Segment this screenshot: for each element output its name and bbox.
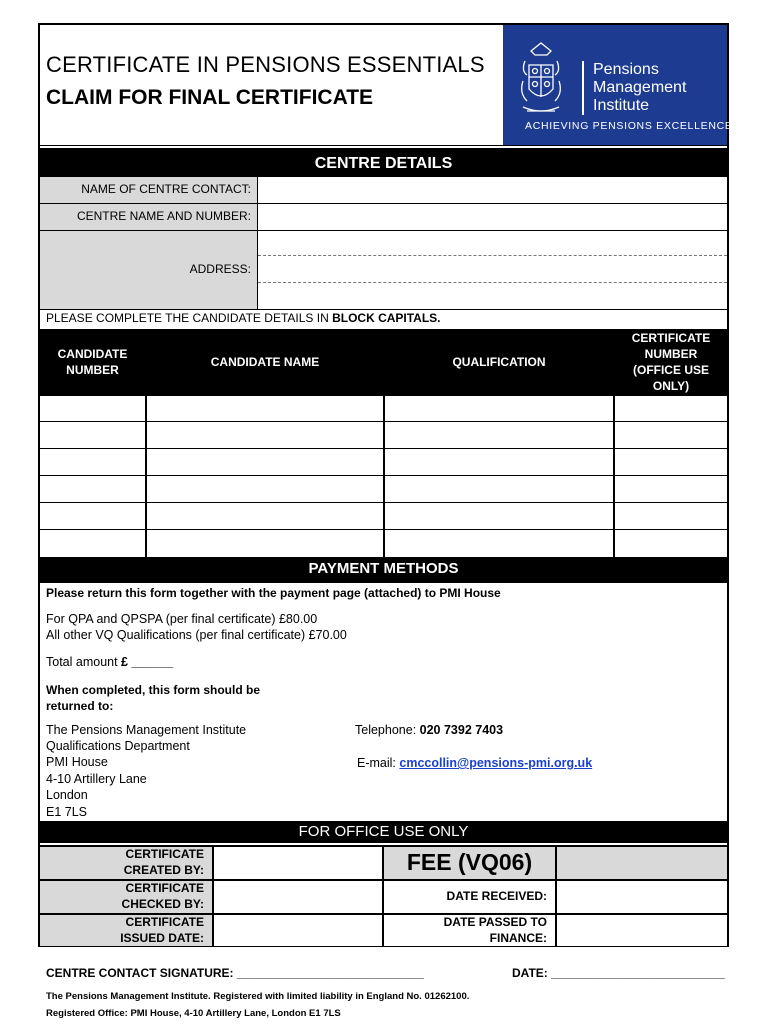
email: E-mail: cmccollin@pensions-pmi.org.uk bbox=[357, 756, 593, 770]
form-title: CERTIFICATE IN PENSIONS ESSENTIALS bbox=[46, 52, 485, 77]
issued-date-field[interactable] bbox=[214, 914, 382, 946]
fee-line-2: All other VQ Qualifications (per final certificate) £70.00 bbox=[46, 628, 347, 642]
header-divider bbox=[40, 145, 727, 146]
return-heading-1: When completed, this form should be bbox=[46, 683, 261, 697]
address-line-3: PMI House bbox=[46, 755, 108, 769]
date-passed-field[interactable] bbox=[557, 914, 727, 946]
fee-code: FEE (VQ06) bbox=[384, 845, 555, 879]
logo-divider bbox=[582, 61, 584, 115]
created-by-field[interactable] bbox=[214, 846, 382, 878]
created-by-label: CERTIFICATE CREATED BY: bbox=[40, 845, 212, 879]
address-label: ADDRESS: bbox=[40, 230, 257, 309]
payment-methods-heading: PAYMENT METHODS bbox=[40, 557, 727, 583]
address-line-5: London bbox=[46, 788, 88, 802]
centre-contact-label: NAME OF CENTRE CONTACT: bbox=[40, 176, 257, 203]
row-line bbox=[40, 309, 727, 310]
address-line bbox=[258, 282, 727, 283]
office-column-line bbox=[382, 845, 384, 946]
row-line bbox=[40, 176, 727, 177]
column-line bbox=[383, 329, 385, 557]
centre-contact-signature[interactable]: CENTRE CONTACT SIGNATURE: ____________________________ bbox=[46, 966, 424, 980]
row-line bbox=[40, 230, 727, 231]
address-line-2: Qualifications Department bbox=[46, 739, 190, 753]
date-passed-label: DATE PASSED TO FINANCE: bbox=[384, 913, 555, 946]
telephone: Telephone: 020 7392 7403 bbox=[355, 723, 504, 737]
block-capitals-note: PLEASE COMPLETE THE CANDIDATE DETAILS IN BLOCK CAPITALS. bbox=[46, 311, 441, 325]
total-amount[interactable]: Total amount £ ______ bbox=[46, 655, 174, 669]
address-line bbox=[258, 255, 727, 256]
office-column-line bbox=[212, 845, 214, 946]
pmi-logo bbox=[503, 25, 733, 145]
logo-tagline: ACHIEVING PENSIONS EXCELLENCE bbox=[525, 120, 733, 132]
footer-registration: The Pensions Management Institute. Registered with limited liability in England No. 01262100. bbox=[46, 991, 470, 1002]
col-candidate-name: CANDIDATE NAME bbox=[147, 329, 383, 394]
col-certificate-number: CERTIFICATE NUMBER (OFFICE USE ONLY) bbox=[615, 329, 727, 394]
row-line bbox=[40, 203, 727, 204]
centre-name-number-field[interactable] bbox=[258, 204, 727, 229]
email-link[interactable]: cmccollin@pensions-pmi.org.uk bbox=[399, 756, 593, 770]
centre-name-number-label: CENTRE NAME AND NUMBER: bbox=[40, 203, 257, 230]
col-candidate-number: CANDIDATE NUMBER bbox=[40, 329, 145, 394]
form-subtitle: CLAIM FOR FINAL CERTIFICATE bbox=[46, 86, 374, 109]
address-line-1: The Pensions Management Institute bbox=[46, 723, 247, 737]
issued-date-label: CERTIFICATE ISSUED DATE: bbox=[40, 913, 212, 946]
return-instruction: Please return this form together with the payment page (attached) to PMI House bbox=[46, 586, 501, 600]
column-line bbox=[257, 176, 258, 309]
return-heading-2: returned to: bbox=[46, 699, 114, 713]
col-qualification: QUALIFICATION bbox=[385, 329, 613, 394]
centre-details-heading: CENTRE DETAILS bbox=[40, 148, 727, 176]
column-line bbox=[613, 329, 615, 557]
column-line bbox=[145, 329, 147, 557]
address-line-4: 4-10 Artillery Lane bbox=[46, 772, 147, 786]
footer-registered-office: Registered Office: PMI House, 4-10 Artillery Lane, London E1 7LS bbox=[46, 1008, 341, 1019]
address-field[interactable] bbox=[258, 231, 727, 308]
fee-line-1: For QPA and QPSPA (per final certificate) £80.00 bbox=[46, 612, 318, 626]
address-line-6: E1 7LS bbox=[46, 805, 88, 819]
office-column-line bbox=[555, 845, 557, 946]
date-received-label: DATE RECEIVED: bbox=[384, 879, 555, 913]
checked-by-field[interactable] bbox=[214, 880, 382, 912]
checked-by-label: CERTIFICATE CHECKED BY: bbox=[40, 879, 212, 913]
fee-code-cell bbox=[555, 845, 727, 879]
crest-icon bbox=[517, 41, 565, 121]
date-received-field[interactable] bbox=[557, 880, 727, 912]
signature-date[interactable]: DATE: __________________________ bbox=[512, 966, 725, 980]
centre-contact-field[interactable] bbox=[258, 177, 727, 202]
logo-name: Pensions Management Institute bbox=[593, 61, 687, 114]
office-use-heading: FOR OFFICE USE ONLY bbox=[40, 821, 727, 843]
